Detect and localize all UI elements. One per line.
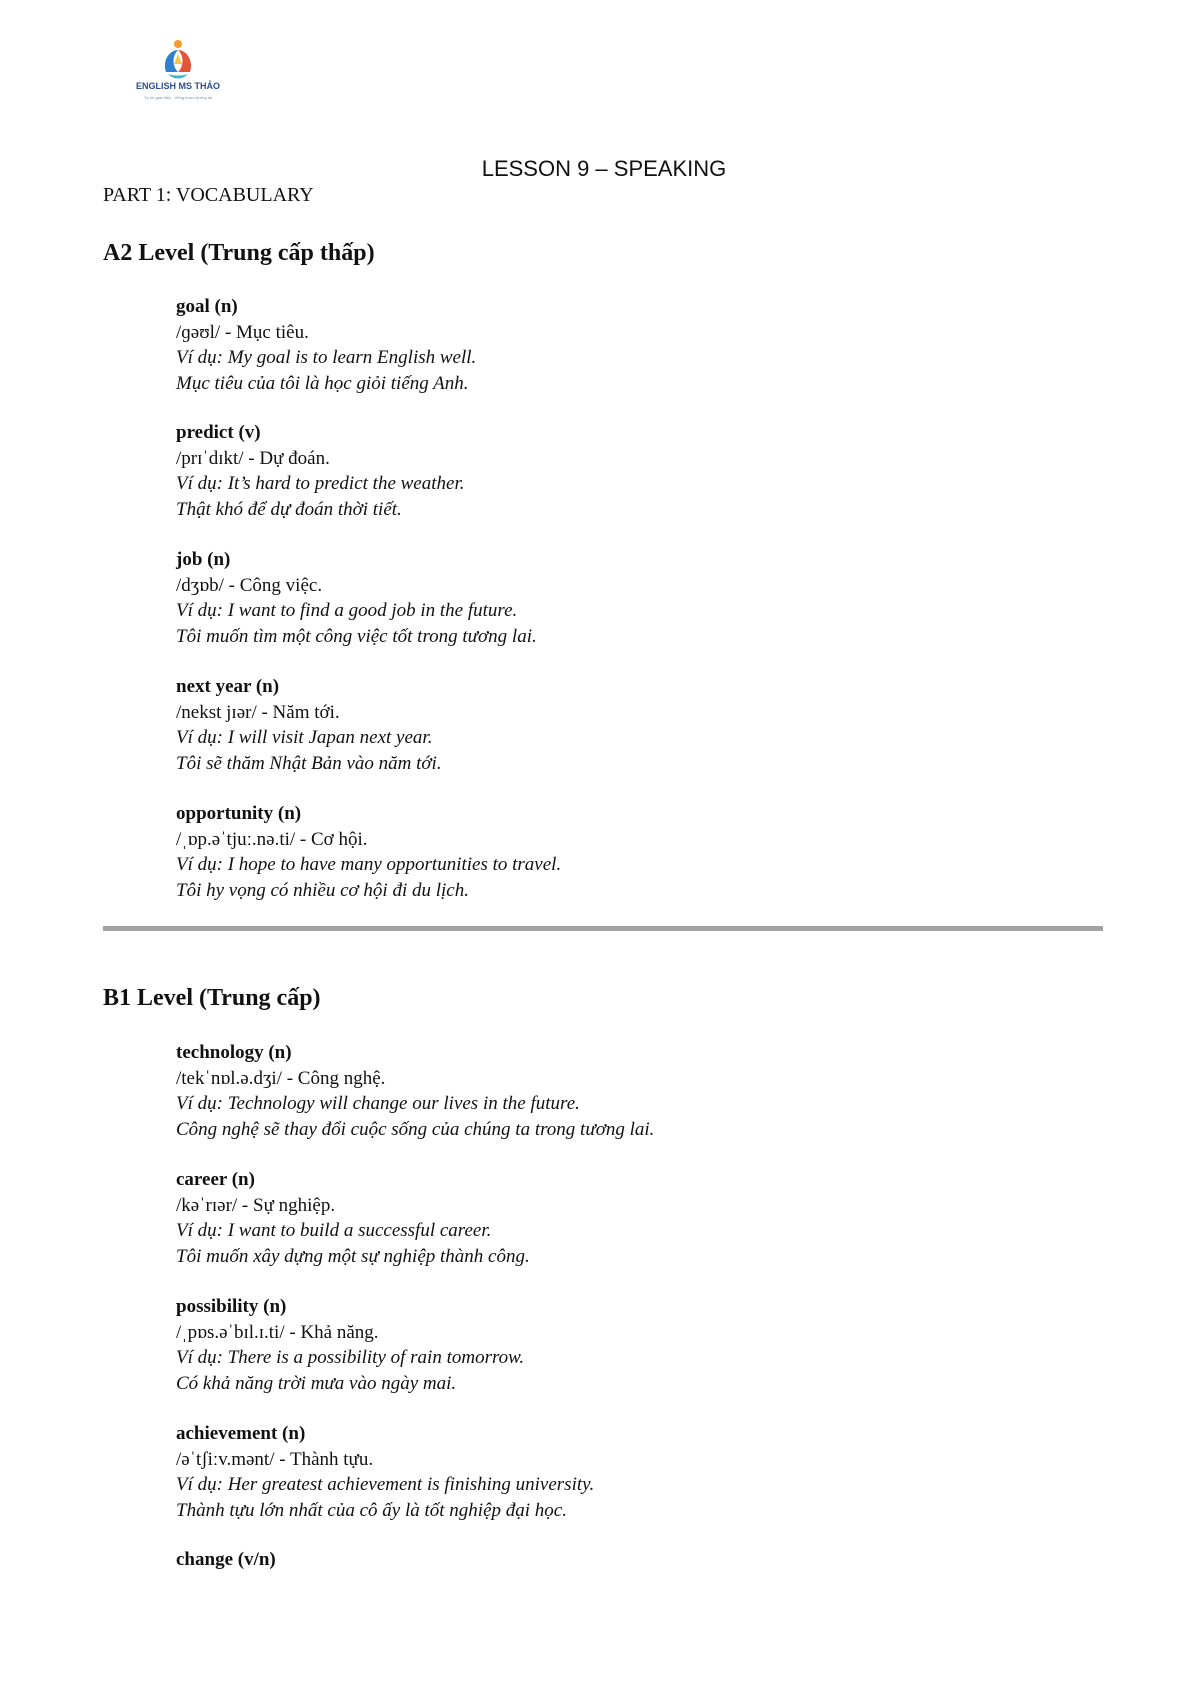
- vocab-word: achievement (n): [176, 1423, 306, 1444]
- vocab-pronunciation: /dʒɒb/ - Công việc.: [176, 574, 323, 596]
- vocab-word: possibility (n): [176, 1296, 287, 1317]
- vocab-example: Ví dụ: There is a possibility of rain tomorrow.: [176, 1347, 525, 1368]
- vocab-example: Ví dụ: My goal is to learn English well.: [176, 347, 477, 368]
- vocab-pronunciation: /ˌpɒs.əˈbɪl.ɪ.ti/ - Khả năng.: [176, 1321, 379, 1343]
- vocab-pronunciation: /ɡəʊl/ - Mục tiêu.: [176, 321, 309, 343]
- vocab-word: opportunity (n): [176, 803, 302, 824]
- vocab-example: Ví dụ: Technology will change our lives in the future.: [176, 1093, 580, 1114]
- vocab-entry: [176, 801, 561, 903]
- vocab-example: Ví dụ: It’s hard to predict the weather.: [176, 473, 465, 494]
- vocab-entry: [176, 674, 442, 776]
- vocab-entry: [176, 1040, 654, 1142]
- vocab-example: Ví dụ: I want to build a successful career.: [176, 1220, 492, 1241]
- vocab-pronunciation: /ˌɒp.əˈtjuː.nə.ti/ - Cơ hội.: [176, 828, 368, 850]
- vocab-word: goal (n): [176, 296, 238, 317]
- vocab-translation: Thật khó để dự đoán thời tiết.: [176, 498, 402, 520]
- vocab-translation: Mục tiêu của tôi là học giỏi tiếng Anh.: [176, 372, 469, 394]
- part-title: PART 1: VOCABULARY: [103, 184, 314, 206]
- vocab-word: job (n): [176, 549, 231, 570]
- logo: [122, 38, 234, 110]
- vocab-entry: [176, 1547, 276, 1573]
- vocab-word: next year (n): [176, 676, 280, 697]
- vocab-translation: Có khả năng trời mưa vào ngày mai.: [176, 1372, 457, 1394]
- logo-tagline: Tự tin giao tiếp · Vững bước tương lai: [144, 95, 212, 100]
- vocab-word: technology (n): [176, 1042, 292, 1063]
- vocab-pronunciation: /prɪˈdɪkt/ - Dự đoán.: [176, 447, 330, 469]
- level-heading-b1: B1 Level (Trung cấp): [103, 985, 321, 1011]
- vocab-pronunciation: /nekst jɪər/ - Năm tới.: [176, 701, 340, 723]
- vocab-entry: [176, 1421, 594, 1523]
- vocab-entry: [176, 547, 537, 649]
- vocab-entry: [176, 1167, 530, 1269]
- vocab-entry: [176, 1294, 524, 1396]
- vocab-translation: Tôi muốn tìm một công việc tốt trong tương lai.: [176, 625, 537, 647]
- vocab-word: predict (v): [176, 422, 261, 443]
- vocab-example: Ví dụ: Her greatest achievement is finishing university.: [176, 1474, 595, 1495]
- logo-name: ENGLISH MS THẢO: [135, 81, 220, 91]
- logo-mark-icon: [122, 38, 234, 82]
- vocab-word: change (v/n): [176, 1549, 276, 1570]
- vocab-translation: Công nghệ sẽ thay đổi cuộc sống của chúng ta trong tương lai.: [176, 1118, 655, 1140]
- vocab-example: Ví dụ: I want to find a good job in the future.: [176, 600, 518, 621]
- vocab-translation: Tôi muốn xây dựng một sự nghiệp thành công.: [176, 1245, 530, 1267]
- lesson-title: LESSON 9 – SPEAKING: [481, 156, 727, 181]
- vocab-pronunciation: /tekˈnɒl.ə.dʒi/ - Công nghệ.: [176, 1067, 386, 1089]
- section-divider: [103, 926, 1103, 931]
- vocab-translation: Tôi hy vọng có nhiều cơ hội đi du lịch.: [176, 879, 469, 901]
- vocab-pronunciation: /əˈtʃiːv.mənt/ - Thành tựu.: [176, 1448, 374, 1470]
- vocab-pronunciation: /kəˈrɪər/ - Sự nghiệp.: [176, 1194, 336, 1216]
- vocab-example: Ví dụ: I will visit Japan next year.: [176, 727, 433, 748]
- vocab-translation: Tôi sẽ thăm Nhật Bản vào năm tới.: [176, 752, 442, 774]
- level-heading-a2: A2 Level (Trung cấp thấp): [103, 240, 375, 266]
- vocab-word: career (n): [176, 1169, 255, 1190]
- vocab-entry: [176, 294, 476, 396]
- vocab-example: Ví dụ: I hope to have many opportunities to travel.: [176, 854, 562, 875]
- vocab-translation: Thành tựu lớn nhất của cô ấy là tốt nghiệp đại học.: [176, 1499, 567, 1521]
- vocab-entry: [176, 420, 465, 522]
